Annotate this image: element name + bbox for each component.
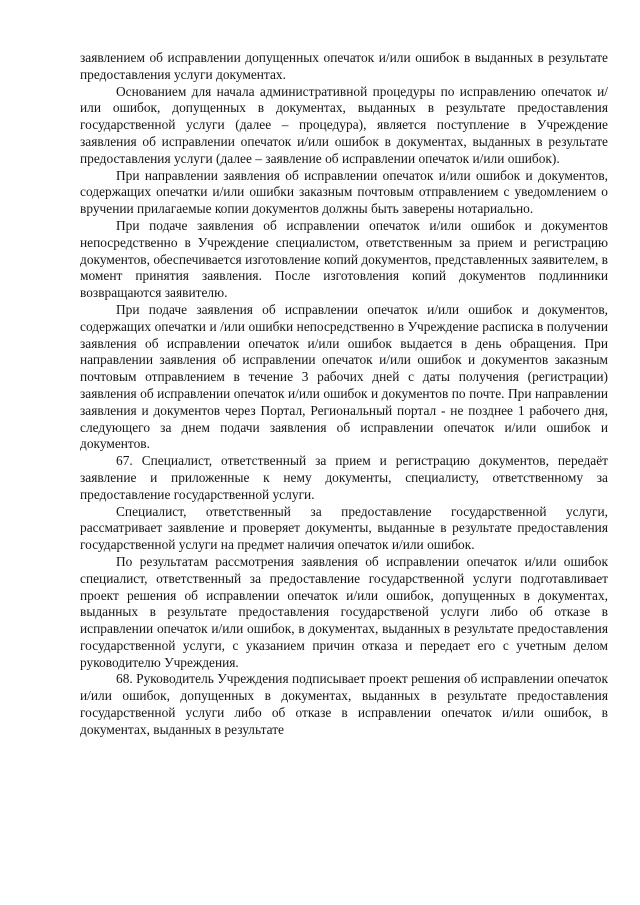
paragraph-item-67: 67. Специалист, ответственный за прием и регистрацию документов, передаёт заявление и приложенные к нему документы, специалисту, ответственному за предоставление государственной услуги. <box>80 453 608 502</box>
paragraph-item-68: 68. Руководитель Учреждения подписывает проект решения об исправлении опечаток и/или ошибок, допущенных в документах, выданных в результате предоставления государственной услуги либо об отказе в исправлении опечаток и/или ошибок, в документах, выданных в результате <box>80 671 608 737</box>
paragraph-continuation: заявлением об исправлении допущенных опечаток и/или ошибок в выданных в результате предоставления услуги документах. <box>80 50 608 82</box>
paragraph-postal-submission: При направлении заявления об исправлении опечаток и/или ошибок и документов, содержащих опечатки и/или ошибки заказным почтовым отправлением с уведомлением о вручении прилагаемые копии документов должны быть заверены нотариально. <box>80 167 608 217</box>
document-body <box>80 50 608 739</box>
paragraph-direct-submission: При подаче заявления об исправлении опечаток и/или ошибок и документов непосредственно в Учреждение специалистом, ответственным за прием и регистрацию документов, обеспечивается изготовление копий документов, представленных заявителем, в момент принятия заявления. После изготовления копий документов подлинники возвращаются заявителю. <box>80 217 608 301</box>
paragraph-review-results: По результатам рассмотрения заявления об исправлении опечаток и/или ошибок специалист, ответственный за предоставление государственной услуги подготавливает проект решения об исправлении опечаток и/или ошибок, допущенных в документах, выданных в результате предоставления государственой услуги либо об отказе в исправлении опечаток и/или ошибок, в документах, выданных в результате предоставления государственной услуги, с указанием причин отказа и передает его с учетным делом руководителю Учреждения. <box>80 553 608 670</box>
paragraph-receipt-issuance: При подаче заявления об исправлении опечаток и/или ошибок и документов, содержащих опечатки и /или ошибки непосредственно в Учреждение расписка в получении заявления об исправлении опечаток и/или ошибок выдается в день обращения. При направлении заявления об исправлении опечаток и/или ошибок и документов заказным почтовым отправлением в течение 3 рабочих дней с даты получения (регистрации) заявления об исправлении опечаток и/или ошибок и документов по почте. При направлении заявления и документов через Портал, Региональный портал - не позднее 1 рабочего дня, следующего за днем подачи заявления об исправлении опечаток и/или ошибок и документов. <box>80 301 608 452</box>
paragraph-procedure-basis: Основанием для начала административной процедуры по исправлению опечаток и/или ошибок, допущенных в документах, выданных в результате предоставления государственной услуги (далее – процедура), является поступление в Учреждение заявления об исправлении опечаток и/или ошибок в документах, выданных в результате предоставления услуги (далее – заявление об исправлении опечаток и/или ошибок). <box>80 83 608 166</box>
paragraph-review: Специалист, ответственный за предоставление государственной услуги, рассматривает заявление и проверяет документы, выданные в результате предоставления государственной услуги на предмет наличия опечаток и/или ошибок. <box>80 503 608 553</box>
